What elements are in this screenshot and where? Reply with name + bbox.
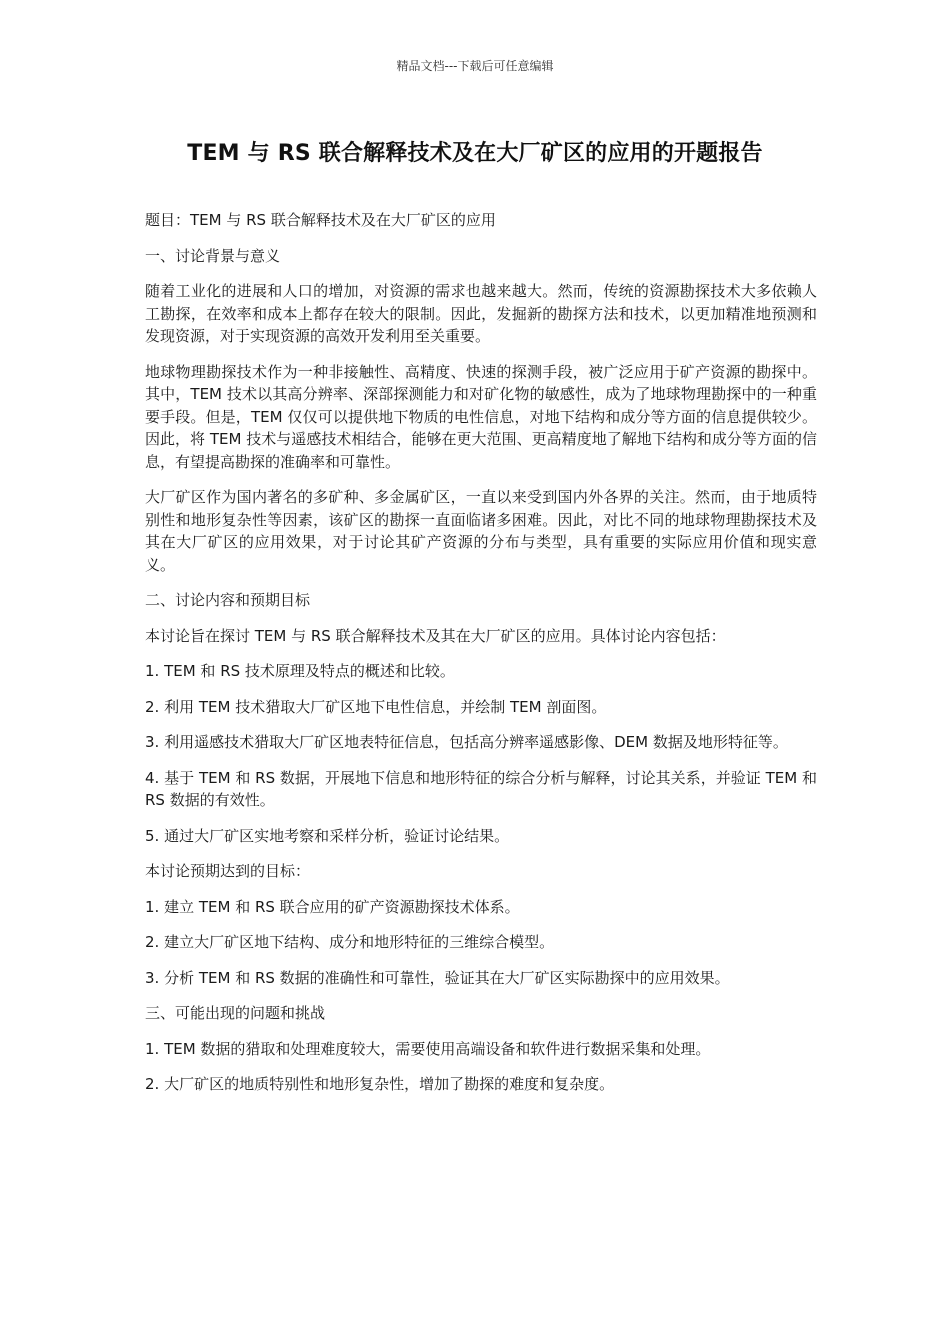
- list-item-goal-2: 2. 建立大厂矿区地下结构、成分和地形特征的三维综合模型。: [145, 933, 555, 951]
- list-item-challenge-2: 2. 大厂矿区的地质特别性和地形复杂性，增加了勘探的难度和复杂度。: [145, 1075, 615, 1093]
- list-item-goal-1: 1. 建立 TEM 和 RS 联合应用的矿产资源勘探技术体系。: [145, 897, 520, 916]
- section-heading-background: 一、讨论背景与意义: [145, 246, 281, 265]
- list-item-content-3: 3. 利用遥感技术猎取大厂矿区地表特征信息，包括高分辨率遥感影像、DEM 数据及地形特征等。: [145, 733, 788, 751]
- list-item-content-5: 5. 通过大厂矿区实地考察和采样分析，验证讨论结果。: [145, 826, 510, 845]
- paragraph-topic: 题目：TEM 与 RS 联合解释技术及在大厂矿区的应用: [145, 211, 496, 229]
- paragraph-background-1: 随着工业化的进展和人口的增加，对资源的需求也越来越大。然而，传统的资源勘探技术大多依赖人工勘探，在效率和成本上都存在较大的限制。因此，发掘新的勘探方法和技术，以更加精准地预测和发现资源，对于实现资源的高效开发利用至关重要。: [145, 282, 817, 345]
- list-item-goal-3: 3. 分析 TEM 和 RS 数据的准确性和可靠性，验证其在大厂矿区实际勘探中的应用效果。: [145, 968, 730, 987]
- paragraph-background-2: 地球物理勘探技术作为一种非接触性、高精度、快速的探测手段，被广泛应用于矿产资源的勘探中。其中，TEM 技术以其高分辨率、深部探测能力和对矿化物的敏感性，成为了地球物理勘探中的一种重要手段。但是，TEM 仅仅可以提供地下物质的电性信息，对地下结构和成分等方面的信息提供较少。因此，将 TEM 技术与遥感技术相结合，能够在更大范围、更高精度地了解地下结构和成分等方面的信息，有望提高勘探的准确率和可靠性。: [145, 362, 817, 471]
- section-heading-challenges: 三、可能出现的问题和挑战: [145, 1004, 326, 1022]
- paragraph-background-3: 大厂矿区作为国内著名的多矿种、多金属矿区，一直以来受到国内外各界的关注。然而，由于地质特别性和地形复杂性等因素，该矿区的勘探一直面临诸多困难。因此，对比不同的地球物理勘探技术及其在大厂矿区的应用效果，对于讨论其矿产资源的分布与类型，具有重要的实际应用价值和现实意义。: [145, 488, 817, 574]
- list-item-content-1: 1. TEM 和 RS 技术原理及特点的概述和比较。: [145, 662, 455, 680]
- list-item-content-2: 2. 利用 TEM 技术猎取大厂矿区地下电性信息，并绘制 TEM 剖面图。: [145, 697, 607, 716]
- document-body: [145, 209, 817, 1109]
- page-header: 精品文档---下载后可任意编辑: [396, 59, 554, 73]
- paragraph-content-intro: 本讨论旨在探讨 TEM 与 RS 联合解释技术及其在大厂矿区的应用。具体讨论内容包括：: [145, 626, 726, 645]
- document-title: TEM 与 RS 联合解释技术及在大厂矿区的应用的开题报告: [187, 141, 763, 166]
- list-item-content-4: 4. 基于 TEM 和 RS 数据，开展地下信息和地形特征的综合分析与解释，讨论其关系，并验证 TEM 和 RS 数据的有效性。: [145, 768, 817, 809]
- paragraph-goals-intro: 本讨论预期达到的目标：: [145, 862, 311, 880]
- list-item-challenge-1: 1. TEM 数据的猎取和处理难度较大，需要使用高端设备和软件进行数据采集和处理。: [145, 1039, 711, 1058]
- section-heading-content: 二、讨论内容和预期目标: [145, 591, 311, 609]
